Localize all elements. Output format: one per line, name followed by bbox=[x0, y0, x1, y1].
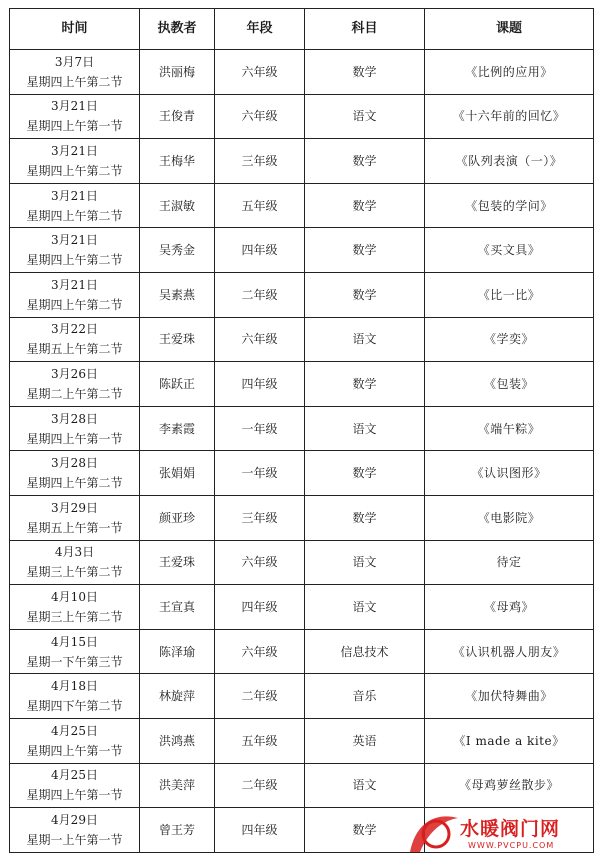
header-grade: 年段 bbox=[215, 9, 305, 50]
grade-cell: 二年级 bbox=[215, 763, 305, 808]
teacher-cell: 吴素燕 bbox=[140, 272, 215, 317]
time-cell bbox=[10, 362, 140, 407]
teacher-cell: 洪美萍 bbox=[140, 763, 215, 808]
topic-cell: 《比例的应用》 bbox=[425, 50, 594, 95]
time-cell bbox=[10, 272, 140, 317]
time-cell bbox=[10, 585, 140, 630]
header-subject: 科目 bbox=[305, 9, 425, 50]
table-row bbox=[10, 451, 594, 496]
topic-cell: 《包装的学问》 bbox=[425, 183, 594, 228]
teacher-cell: 张娟娟 bbox=[140, 451, 215, 496]
session-text: 星期一下午第三节 bbox=[26, 654, 123, 669]
time-cell bbox=[10, 94, 140, 139]
time-cell bbox=[10, 50, 140, 95]
table-row bbox=[10, 94, 594, 139]
teacher-cell: 陈泽瑜 bbox=[140, 629, 215, 674]
topic-cell: 《端午粽》 bbox=[425, 406, 594, 451]
session-text: 星期四上午第一节 bbox=[26, 743, 123, 758]
table-row bbox=[10, 362, 594, 407]
grade-cell: 二年级 bbox=[215, 272, 305, 317]
teacher-cell: 李素霞 bbox=[140, 406, 215, 451]
teacher-cell: 林旋萍 bbox=[140, 674, 215, 719]
subject-cell: 数学 bbox=[305, 451, 425, 496]
date-text: 3月7日 bbox=[54, 54, 95, 69]
topic-cell: 《买文具》 bbox=[425, 228, 594, 273]
grade-cell: 三年级 bbox=[215, 139, 305, 184]
subject-cell: 语文 bbox=[305, 540, 425, 585]
table-row bbox=[10, 406, 594, 451]
topic-cell: 《认识机器人朋友》 bbox=[425, 629, 594, 674]
session-text: 星期三上午第二节 bbox=[26, 565, 123, 580]
subject-cell: 语文 bbox=[305, 585, 425, 630]
time-cell bbox=[10, 228, 140, 273]
time-cell bbox=[10, 451, 140, 496]
grade-cell: 六年级 bbox=[215, 317, 305, 362]
topic-cell: 《十六年前的回忆》 bbox=[425, 94, 594, 139]
grade-cell: 五年级 bbox=[215, 183, 305, 228]
subject-cell: 英语 bbox=[305, 718, 425, 763]
teacher-cell: 王爱珠 bbox=[140, 540, 215, 585]
topic-cell: 《I made a kite》 bbox=[425, 718, 594, 763]
topic-cell: 《加伏特舞曲》 bbox=[425, 674, 594, 719]
subject-cell: 数学 bbox=[305, 228, 425, 273]
subject-cell: 音乐 bbox=[305, 674, 425, 719]
grade-cell: 六年级 bbox=[215, 94, 305, 139]
table-row bbox=[10, 183, 594, 228]
session-text: 星期五上午第一节 bbox=[26, 520, 123, 535]
grade-cell: 一年级 bbox=[215, 406, 305, 451]
session-text: 星期四上午第二节 bbox=[26, 476, 123, 491]
table-row bbox=[10, 495, 594, 540]
topic-cell: 待定 bbox=[425, 540, 594, 585]
session-text: 星期二上午第二节 bbox=[26, 386, 123, 401]
topic-cell: 《母鸡》 bbox=[425, 585, 594, 630]
teacher-cell: 洪鸿燕 bbox=[140, 718, 215, 763]
topic-cell: 《母鸡萝丝散步》 bbox=[425, 763, 594, 808]
subject-cell: 数学 bbox=[305, 495, 425, 540]
subject-cell: 语文 bbox=[305, 94, 425, 139]
table-row bbox=[10, 228, 594, 273]
teacher-cell: 曾王芳 bbox=[140, 808, 215, 853]
topic-cell: 《包装》 bbox=[425, 362, 594, 407]
session-text: 星期四上午第二节 bbox=[26, 297, 123, 312]
table-header bbox=[10, 9, 594, 50]
subject-cell: 语文 bbox=[305, 317, 425, 362]
watermark-url: WWW.PVCPU.COM bbox=[468, 841, 555, 850]
subject-cell: 数学 bbox=[305, 139, 425, 184]
table-row bbox=[10, 674, 594, 719]
date-text: 4月25日 bbox=[51, 768, 98, 783]
teacher-cell: 吴秀金 bbox=[140, 228, 215, 273]
session-text: 星期四上午第二节 bbox=[26, 74, 123, 89]
topic-cell: 《认识图形》 bbox=[425, 451, 594, 496]
teacher-cell: 洪丽梅 bbox=[140, 50, 215, 95]
teacher-cell: 王俊青 bbox=[140, 94, 215, 139]
session-text: 星期四上午第二节 bbox=[26, 253, 123, 268]
subject-cell: 数学 bbox=[305, 272, 425, 317]
session-text: 星期四上午第二节 bbox=[26, 163, 123, 178]
table-row bbox=[10, 50, 594, 95]
teacher-cell: 王淑敏 bbox=[140, 183, 215, 228]
date-text: 3月21日 bbox=[51, 188, 98, 203]
topic-cell: 《队列表演（一）》 bbox=[425, 139, 594, 184]
time-cell bbox=[10, 763, 140, 808]
date-text: 3月21日 bbox=[51, 99, 98, 114]
table-row bbox=[10, 317, 594, 362]
session-text: 星期四上午第二节 bbox=[26, 208, 123, 223]
grade-cell: 五年级 bbox=[215, 718, 305, 763]
table-row bbox=[10, 272, 594, 317]
header-topic: 课题 bbox=[425, 9, 594, 50]
topic-cell: 《电影院》 bbox=[425, 495, 594, 540]
subject-cell: 语文 bbox=[305, 763, 425, 808]
teacher-cell: 王梅华 bbox=[140, 139, 215, 184]
time-cell bbox=[10, 540, 140, 585]
date-text: 4月18日 bbox=[51, 679, 98, 694]
session-text: 星期五上午第二节 bbox=[26, 342, 123, 357]
topic-cell: 《比一比》 bbox=[425, 272, 594, 317]
date-text: 4月25日 bbox=[51, 723, 98, 738]
session-text: 星期四上午第一节 bbox=[26, 788, 123, 803]
header-row bbox=[10, 9, 594, 50]
subject-cell: 数学 bbox=[305, 808, 425, 853]
grade-cell: 四年级 bbox=[215, 585, 305, 630]
date-text: 3月21日 bbox=[51, 143, 98, 158]
session-text: 星期三上午第二节 bbox=[26, 609, 123, 624]
table-row bbox=[10, 629, 594, 674]
watermark-logo-icon bbox=[406, 812, 462, 856]
subject-cell: 数学 bbox=[305, 362, 425, 407]
header-teacher: 执教者 bbox=[140, 9, 215, 50]
session-text: 星期四上午第一节 bbox=[26, 119, 123, 134]
grade-cell: 二年级 bbox=[215, 674, 305, 719]
grade-cell: 四年级 bbox=[215, 362, 305, 407]
session-text: 星期四下午第二节 bbox=[26, 699, 123, 714]
date-text: 3月28日 bbox=[51, 456, 98, 471]
time-cell bbox=[10, 317, 140, 362]
session-text: 星期一上午第一节 bbox=[26, 832, 123, 847]
time-cell bbox=[10, 718, 140, 763]
watermark-text: 水暖阀门网 bbox=[460, 818, 561, 840]
time-cell bbox=[10, 808, 140, 853]
grade-cell: 六年级 bbox=[215, 50, 305, 95]
date-text: 4月15日 bbox=[51, 634, 98, 649]
time-cell bbox=[10, 629, 140, 674]
subject-cell: 信息技术 bbox=[305, 629, 425, 674]
date-text: 3月21日 bbox=[51, 233, 98, 248]
date-text: 3月28日 bbox=[51, 411, 98, 426]
date-text: 3月22日 bbox=[51, 322, 98, 337]
table-row bbox=[10, 585, 594, 630]
date-text: 4月10日 bbox=[51, 589, 98, 604]
table-row bbox=[10, 718, 594, 763]
time-cell bbox=[10, 183, 140, 228]
date-text: 4月3日 bbox=[54, 545, 95, 560]
table-row bbox=[10, 139, 594, 184]
topic-cell: 《学奕》 bbox=[425, 317, 594, 362]
grade-cell: 六年级 bbox=[215, 629, 305, 674]
teacher-cell: 王宣真 bbox=[140, 585, 215, 630]
session-text: 星期四上午第一节 bbox=[26, 431, 123, 446]
subject-cell: 数学 bbox=[305, 50, 425, 95]
date-text: 3月21日 bbox=[51, 277, 98, 292]
site-watermark bbox=[406, 812, 596, 856]
time-cell bbox=[10, 406, 140, 451]
subject-cell: 语文 bbox=[305, 406, 425, 451]
header-time: 时间 bbox=[10, 9, 140, 50]
table-row bbox=[10, 763, 594, 808]
subject-cell: 数学 bbox=[305, 183, 425, 228]
grade-cell: 四年级 bbox=[215, 808, 305, 853]
date-text: 3月26日 bbox=[51, 366, 98, 381]
table-body bbox=[10, 50, 594, 853]
teacher-cell: 陈跃正 bbox=[140, 362, 215, 407]
time-cell bbox=[10, 674, 140, 719]
time-cell bbox=[10, 495, 140, 540]
date-text: 4月29日 bbox=[51, 812, 98, 827]
table-row bbox=[10, 540, 594, 585]
schedule-table bbox=[9, 8, 594, 853]
teacher-cell: 王爱珠 bbox=[140, 317, 215, 362]
grade-cell: 六年级 bbox=[215, 540, 305, 585]
grade-cell: 四年级 bbox=[215, 228, 305, 273]
grade-cell: 一年级 bbox=[215, 451, 305, 496]
date-text: 3月29日 bbox=[51, 500, 98, 515]
teacher-cell: 颜亚珍 bbox=[140, 495, 215, 540]
time-cell bbox=[10, 139, 140, 184]
grade-cell: 三年级 bbox=[215, 495, 305, 540]
